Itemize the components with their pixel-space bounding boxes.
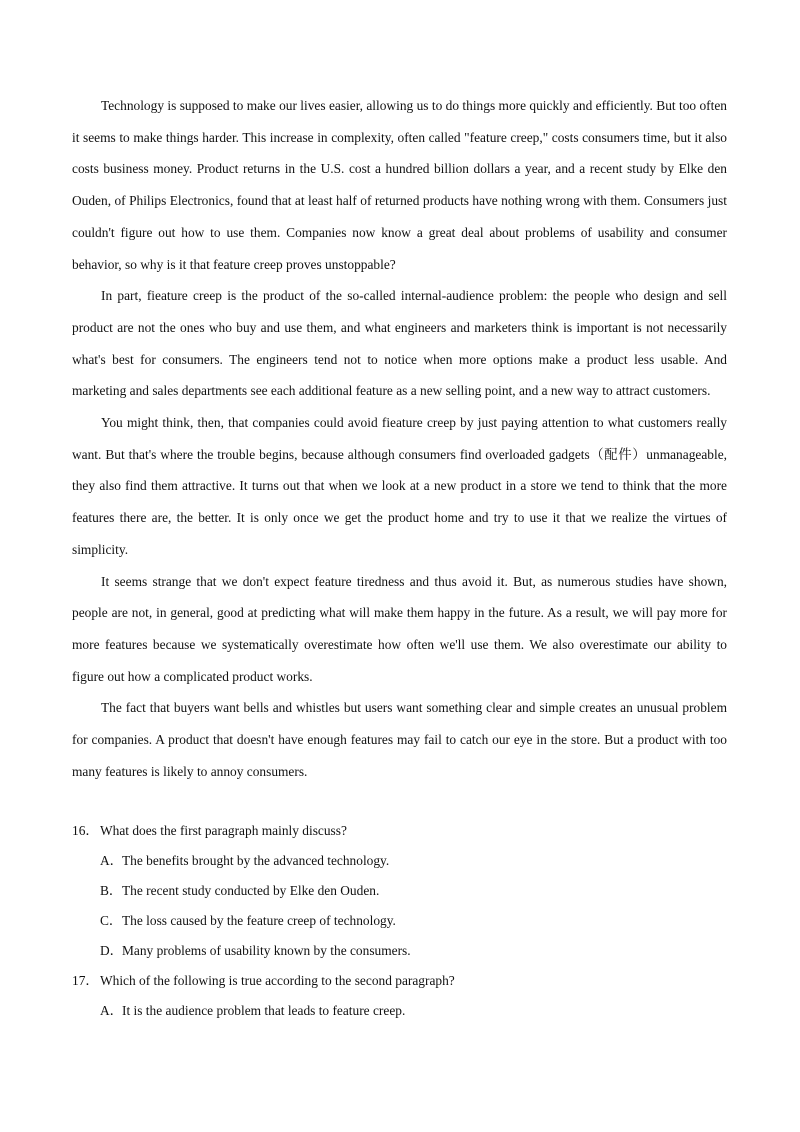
passage-paragraph: You might think, then, that companies could avoid fieature creep by just paying attention to what customers really want. But that's where the trouble begins, because although consumers find overloaded gadgets（配件）unmanageable, they also find them attractive. It turns out that when we look at a new product in a store we tend to think that the more features there are, the better. It is only once we get the product home and try to use it that we realize the virtues of simplicity. <box>72 415 727 557</box>
passage-paragraph: In part, fieature creep is the product of the so-called internal-audience problem: the people who design and sell product are not the ones who buy and use them, and what engineers and marketers think is important is not necessarily what's best for consumers. The engineers tend not to notice when more options make a product less usable. And marketing and sales departments see each additional feature as a new selling point, and a new way to attract customers. <box>72 288 727 399</box>
option-letter: B． <box>100 883 123 898</box>
option-text: Many problems of usability known by the consumers. <box>122 943 411 958</box>
option-text: It is the audience problem that leads to feature creep. <box>122 1003 406 1018</box>
option-text: The recent study conducted by Elke den Ouden. <box>122 883 380 898</box>
option-letter: A． <box>100 1003 124 1018</box>
passage-paragraph: It seems strange that we don't expect feature tiredness and thus avoid it. But, as numerous studies have shown, people are not, in general, good at predicting what will make them happy in the future. As a result, we will pay more for more features because we systematically overestimate how often we'll use them. We also overestimate our ability to figure out how a complicated product works. <box>72 573 727 684</box>
question-list <box>72 816 727 1026</box>
passage-paragraph: The fact that buyers want bells and whistles but users want something clear and simple creates an unusual problem for companies. A product that doesn't have enough features may fail to catch our eye in the store. But a product with too many features is likely to annoy consumers. <box>72 700 727 779</box>
answer-option-d[interactable] <box>72 936 727 966</box>
answer-option-a[interactable] <box>72 996 727 1026</box>
question-number: 16． <box>72 823 99 838</box>
option-text: The benefits brought by the advanced technology. <box>122 853 390 868</box>
passage-paragraph: Technology is supposed to make our lives easier, allowing us to do things more quickly and efficiently. But too often it seems to make things harder. This increase in complexity, often called "feature creep," costs consumers time, but it also costs business money. Product returns in the U.S. cost a hundred billion dollars a year, and a recent study by Elke den Ouden, of Philips Electronics, found that at least half of returned products have nothing wrong with them. Consumers just couldn't figure out how to use them. Companies now know a great deal about problems of usability and consumer behavior, so why is it that feature creep proves unstoppable? <box>72 98 727 272</box>
question-17 <box>72 966 727 1026</box>
question-16 <box>72 816 727 966</box>
answer-option-a[interactable] <box>72 846 727 876</box>
question-number: 17． <box>72 973 99 988</box>
question-stem <box>72 966 727 996</box>
option-text: The loss caused by the feature creep of technology. <box>122 913 396 928</box>
answer-option-c[interactable] <box>72 906 727 936</box>
question-text: Which of the following is true according to the second paragraph? <box>100 973 455 988</box>
option-letter: D． <box>100 943 124 958</box>
option-letter: C． <box>100 913 123 928</box>
reading-passage <box>72 90 727 787</box>
answer-option-b[interactable] <box>72 876 727 906</box>
question-stem <box>72 816 727 846</box>
question-text: What does the first paragraph mainly discuss? <box>100 823 347 838</box>
option-letter: A． <box>100 853 124 868</box>
